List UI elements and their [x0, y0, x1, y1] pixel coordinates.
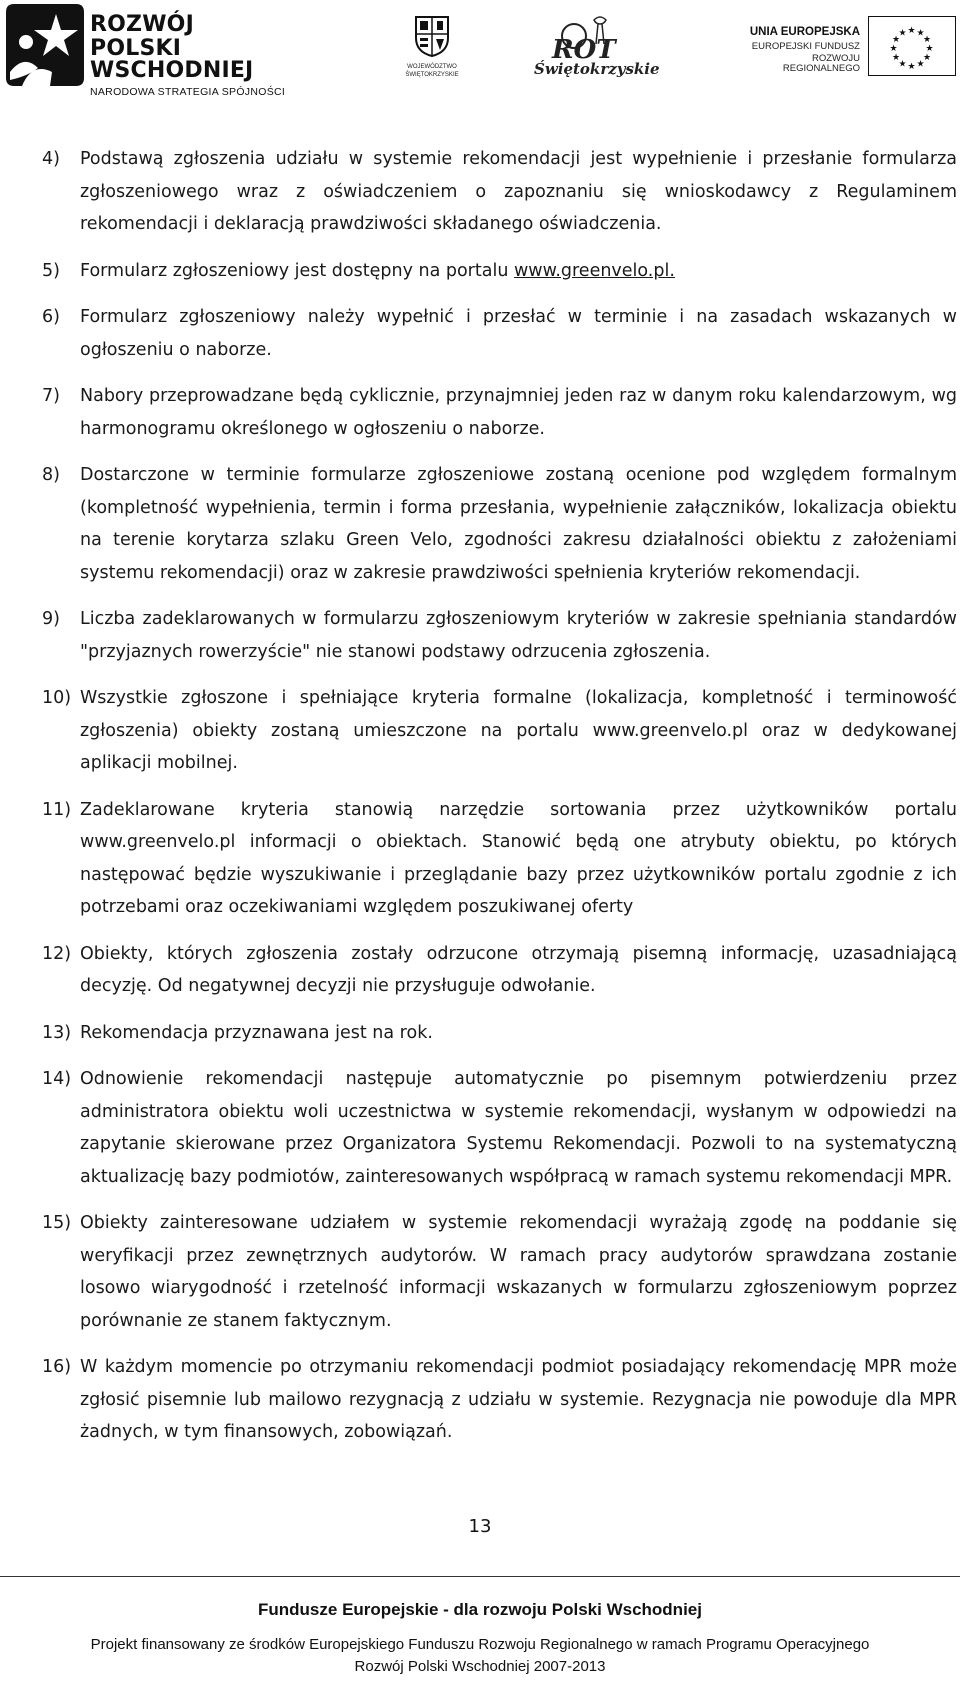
- rozwoj-polski-wschodniej-logo: [4, 0, 334, 98]
- rpw-star-mark-icon: [4, 2, 86, 88]
- list-item-7: [42, 380, 957, 445]
- footer-title: Fundusze Europejskie - dla rozwoju Polski Wschodniej: [258, 1600, 702, 1619]
- item-text: Nabory przeprowadzane będą cyklicznie, przynajmniej jeden raz w danym roku kalendarzowym, wg harmonogramu określonego w ogłoszeniu o naborze.: [80, 386, 957, 439]
- item-text: Zadeklarowane kryteria stanowią narzędzie sortowania przez użytkowników portalu www.greenvelo.pl informacji o obiektach. Stanowić będą one atrybuty obiektu, po których następować będzie wyszukiwanie i przeglądanie bazy przez użytkowników portalu zgodnie z ich potrzebami oraz oczekiwaniami względem poszukiwanej oferty: [80, 799, 957, 917]
- greenvelo-link[interactable]: www.greenvelo.pl.: [513, 260, 675, 281]
- item-number: 5): [42, 260, 60, 281]
- footer-line1: Projekt finansowany ze środków Europejskiego Funduszu Rozwoju Regionalnego w ramach Programu Operacyjnego: [90, 1636, 870, 1653]
- ue-logo-line1: UNIA EUROPEJSKA: [749, 26, 860, 38]
- unia-europejska-logo: [742, 16, 956, 78]
- item-number: 15): [42, 1213, 72, 1233]
- rot-mascot-icon: [534, 14, 638, 64]
- list-item-5: [42, 255, 957, 288]
- wojewodztwo-swietokrzyskie-logo: [404, 14, 460, 78]
- list-item-9: [42, 603, 957, 668]
- rot-swietokrzyskie-logo: [534, 14, 660, 80]
- svg-text:★: ★: [916, 28, 925, 39]
- list-item-16: [42, 1351, 957, 1449]
- item-text: Liczba zadeklarowanych w formularzu zgłoszeniowym kryteriów w zakresie spełniania standardów "przyjaznych rowerzyście" nie stanowi podstawy odrzucenia zgłoszenia.: [80, 609, 957, 662]
- svg-text:★: ★: [925, 44, 934, 54]
- woj-logo-line2: ŚWIĘTOKRZYSKIE: [405, 72, 459, 78]
- footer-line2: Rozwój Polski Wschodniej 2007-2013: [354, 1658, 606, 1675]
- svg-text:★: ★: [916, 59, 925, 70]
- item-text: Obiekty zainteresowane udziałem w systemie rekomendacji wyrażają zgodę na poddanie się weryfikacji przez zewnętrznych audytorów. W ramach pracy audytorów sprawdzana zostanie losowo wiarygodność i rzetelność informacji wskazanych w formularzu zgłoszeniowym poprzez porównanie ze stanem faktycznym.: [80, 1213, 957, 1331]
- svg-text:★: ★: [891, 35, 901, 45]
- footer-funding-note: [0, 1634, 960, 1678]
- list-item-8: [42, 459, 957, 589]
- list-item-14: [42, 1063, 957, 1193]
- list-item-13: [42, 1017, 957, 1050]
- item-text: Formularz zgłoszeniowy należy wypełnić i przesłać w terminie i na zasadach wskazanych w ogłoszeniu o naborze.: [80, 307, 957, 360]
- item-number: 14): [42, 1069, 72, 1089]
- svg-text:★: ★: [907, 62, 916, 72]
- item-number: 4): [42, 149, 60, 169]
- item-number: 6): [42, 307, 60, 327]
- rpw-logo-line1: ROZWÓJ: [90, 12, 194, 37]
- item-text: Formularz zgłoszeniowy jest dostępny na portalu: [80, 260, 514, 281]
- eu-flag-icon: [868, 16, 956, 76]
- item-number: 13): [42, 1022, 72, 1043]
- list-item-12: [42, 938, 957, 1003]
- item-text: Rekomendacja przyznawana jest na rok.: [80, 1022, 433, 1043]
- item-text: W każdym momencie po otrzymaniu rekomendacji podmiot posiadający rekomendację MPR może zgłosić pisemnie lub mailowo rezygnacją z udziału w systemie. Rezygnacja nie powoduje dla MPR żadnych, w tym finansowych, zobowiązań.: [80, 1357, 957, 1442]
- list-item-4: [42, 143, 957, 241]
- item-number: 7): [42, 386, 60, 406]
- rot-logo-text: Świętokrzyskie: [534, 60, 660, 78]
- item-number: 8): [42, 465, 60, 485]
- coat-of-arms-icon: [413, 14, 451, 58]
- list-item-11: [42, 794, 957, 924]
- rpw-logo-line3: NARODOWA STRATEGIA SPÓJNOŚCI: [90, 86, 286, 98]
- item-number: 12): [42, 943, 72, 964]
- item-number: 9): [42, 609, 60, 629]
- svg-text:★: ★: [907, 26, 916, 36]
- svg-text:★: ★: [922, 35, 932, 45]
- svg-text:★: ★: [922, 53, 932, 63]
- item-number: 11): [42, 799, 72, 820]
- page-header: [0, 0, 960, 98]
- list-item-6: [42, 301, 957, 366]
- page-number: 13: [468, 1516, 492, 1537]
- footer-divider: [0, 1576, 960, 1577]
- regulation-list: [42, 143, 957, 1463]
- ue-logo-line3: ROZWOJU REGIONALNEGO: [782, 53, 860, 74]
- svg-text:★: ★: [898, 28, 907, 39]
- svg-text:★: ★: [891, 53, 901, 63]
- item-number: 10): [42, 688, 72, 708]
- item-text: Podstawą zgłoszenia udziału w systemie rekomendacji jest wypełnienie i przesłanie formularza zgłoszeniowego wraz z oświadczeniem o zapoznaniu się wnioskodawcy z Regulaminem rekomendacji i deklaracją prawdziwości składanego oświadczenia.: [80, 149, 957, 234]
- svg-text:ROT: ROT: [552, 35, 616, 64]
- item-text: Dostarczone w terminie formularze zgłoszeniowe zostaną ocenione pod względem formalnym (kompletność wypełnienia, termin i forma przesłania, wypełnienie załączników, lokalizacja obiektu na terenie korytarza szlaku Green Velo, zgodności zakresu działalności obiektu z założeniami systemu rekomendacji) oraz w zakresie prawdziwości spełnienia kryteriów rekomendacji.: [80, 465, 957, 583]
- ue-logo-line2: EUROPEJSKI FUNDUSZ: [751, 40, 860, 52]
- list-item-10: [42, 682, 957, 780]
- item-text: Wszystkie zgłoszone i spełniające kryteria formalne (lokalizacja, kompletność i terminowość zgłoszenia) obiekty zostaną umieszczone na portalu www.greenvelo.pl oraz w dedykowanej aplikacji mobilnej.: [80, 688, 957, 773]
- list-item-15: [42, 1207, 957, 1337]
- item-text: Odnowienie rekomendacji następuje automatycznie po pisemnym potwierdzeniu przez administratora obiektu woli uczestnictwa w systemie rekomendacji, wysłanym w odpowiedzi na zapytanie skierowane przez Organizatora Systemu Rekomendacji. Pozwoli to na systematyczną aktualizację bazy podmiotów, zainteresowanych współpracą w ramach systemu rekomendacji MPR.: [80, 1069, 957, 1187]
- woj-logo-line1: WOJEWÓDZTWO: [407, 64, 457, 70]
- svg-text:★: ★: [889, 44, 898, 54]
- svg-text:★: ★: [898, 59, 907, 70]
- item-number: 16): [42, 1357, 72, 1377]
- rpw-logo-line2: POLSKI WSCHODNIEJ: [90, 36, 254, 83]
- item-text: Obiekty, których zgłoszenia zostały odrzucone otrzymają pisemną informację, uzasadniającą decyzję. Od negatywnej decyzji nie przysługuje odwołanie.: [80, 943, 957, 996]
